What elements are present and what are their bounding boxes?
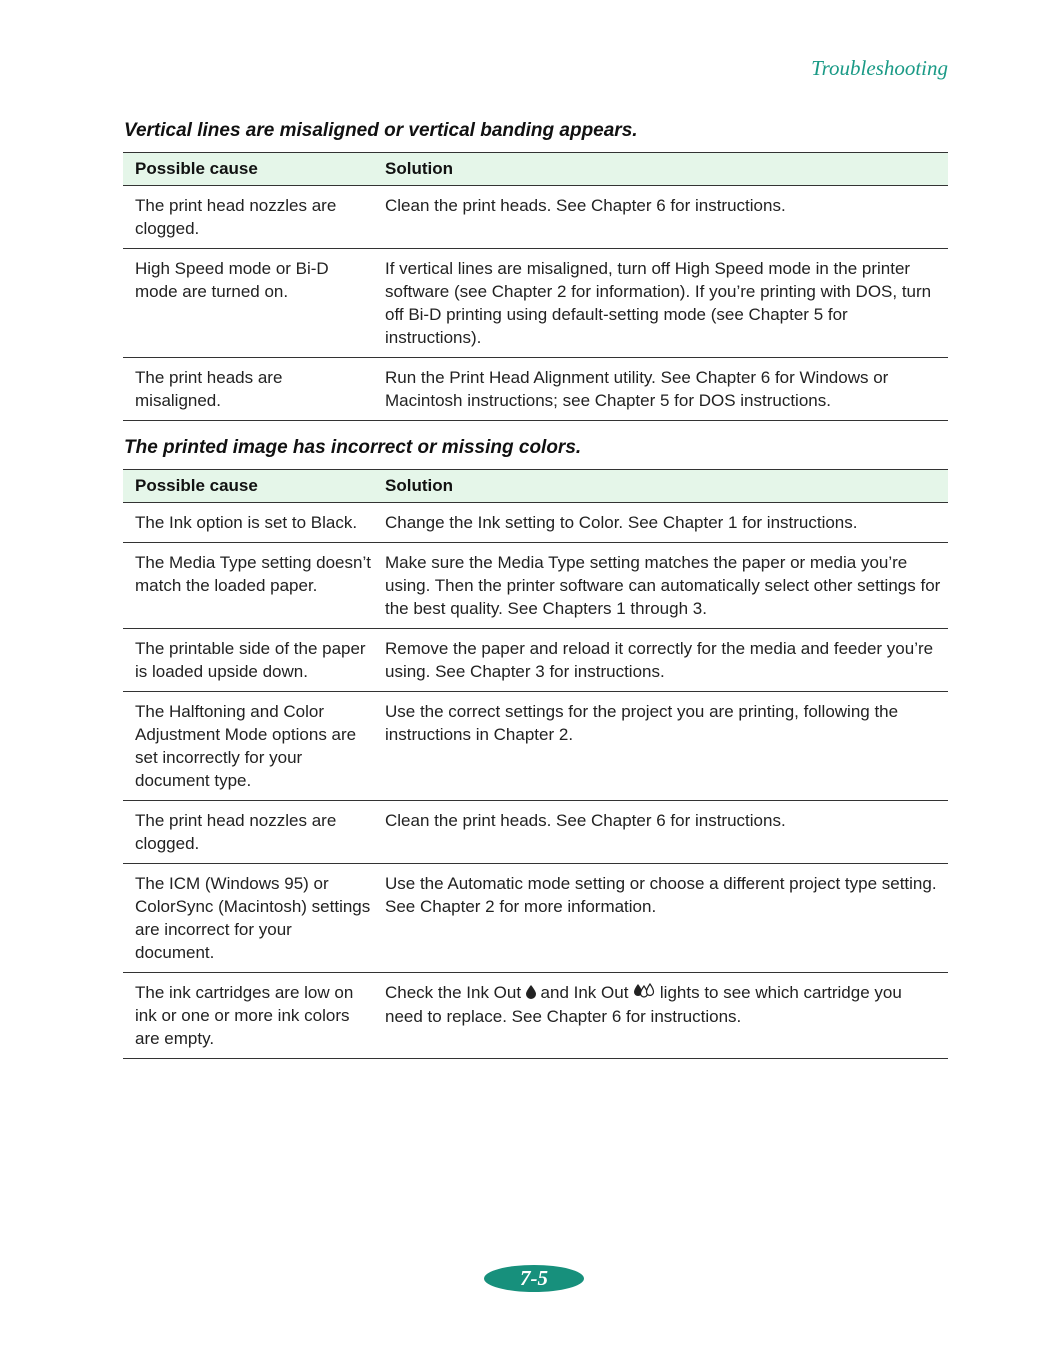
solution-cell: Run the Print Head Alignment utility. See Chapter 6 for Windows or Macintosh instructions; see Chapter 5 for DOS instructions. xyxy=(385,368,889,410)
section-title-vertical-lines: Vertical lines are misaligned or vertical banding appears. xyxy=(124,120,638,141)
table-missing-colors xyxy=(123,469,948,1059)
header-possible-cause: Possible cause xyxy=(135,476,258,495)
running-head: Troubleshooting xyxy=(811,56,948,80)
solution-cell: Clean the print heads. See Chapter 6 for instructions. xyxy=(385,196,786,215)
solution-cell: Remove the paper and reload it correctly for the media and feeder you’re using. See Chapter 3 for instructions. xyxy=(385,639,934,681)
cause-cell: The ICM (Windows 95) or ColorSync (Macintosh) settings are incorrect for your document. xyxy=(135,874,371,962)
cause-cell: The print heads are misaligned. xyxy=(135,368,283,410)
table-row xyxy=(123,249,948,358)
table-vertical-lines xyxy=(123,152,948,421)
table-row xyxy=(123,801,948,864)
header-possible-cause: Possible cause xyxy=(135,159,258,178)
table-header xyxy=(123,153,948,186)
cause-cell: High Speed mode or Bi-D mode are turned on. xyxy=(135,259,329,301)
solution-cell: If vertical lines are misaligned, turn off High Speed mode in the printer software (see Chapter 2 for information). If you’re printing with DOS, turn off Bi-D printing using default-setting mode (see Chapter 5 for instructions). xyxy=(385,259,932,347)
section-title-missing-colors: The printed image has incorrect or missing colors. xyxy=(124,437,582,458)
table-row xyxy=(123,629,948,692)
color-ink-drops-icon xyxy=(633,982,655,1005)
cause-cell: The printable side of the paper is loaded upside down. xyxy=(135,639,366,681)
solution-text-part3: lights to see which cartridge you need to replace. See Chapter 6 for instructions. xyxy=(385,983,902,1026)
table-row xyxy=(123,358,948,421)
solution-text-part1: Check the Ink Out xyxy=(385,983,522,1002)
black-ink-drop-icon xyxy=(526,982,536,1005)
cause-cell: The ink cartridges are low on ink or one or more ink colors are empty. xyxy=(135,983,354,1048)
table-row xyxy=(123,692,948,801)
solution-text-part2: and Ink Out xyxy=(540,983,629,1002)
table-row xyxy=(123,503,948,543)
cause-cell: The Halftoning and Color Adjustment Mode options are set incorrectly for your document type. xyxy=(135,702,357,790)
cause-cell: The print head nozzles are clogged. xyxy=(135,196,337,238)
table-row xyxy=(123,973,948,1059)
table-header xyxy=(123,470,948,503)
header-solution: Solution xyxy=(385,476,453,495)
table-row xyxy=(123,186,948,249)
solution-cell: Use the correct settings for the project you are printing, following the instructions in Chapter 2. xyxy=(385,702,899,744)
solution-cell: Clean the print heads. See Chapter 6 for instructions. xyxy=(385,811,786,830)
table-row xyxy=(123,864,948,973)
solution-cell: Make sure the Media Type setting matches the paper or media you’re using. Then the printer software can automatically select other settings for the best quality. See Chapters 1 through 3. xyxy=(385,553,941,618)
cause-cell: The print head nozzles are clogged. xyxy=(135,811,337,853)
solution-cell: Use the Automatic mode setting or choose a different project type setting. See Chapter 2 for more information. xyxy=(385,874,937,916)
cause-cell: The Media Type setting doesn’t match the loaded paper. xyxy=(135,553,371,595)
table-row xyxy=(123,543,948,629)
cause-cell: The Ink option is set to Black. xyxy=(135,513,358,532)
solution-cell xyxy=(373,981,948,1050)
header-solution: Solution xyxy=(385,159,453,178)
solution-cell: Change the Ink setting to Color. See Chapter 1 for instructions. xyxy=(385,513,858,532)
page-number-badge: 7-5 xyxy=(484,1265,584,1292)
